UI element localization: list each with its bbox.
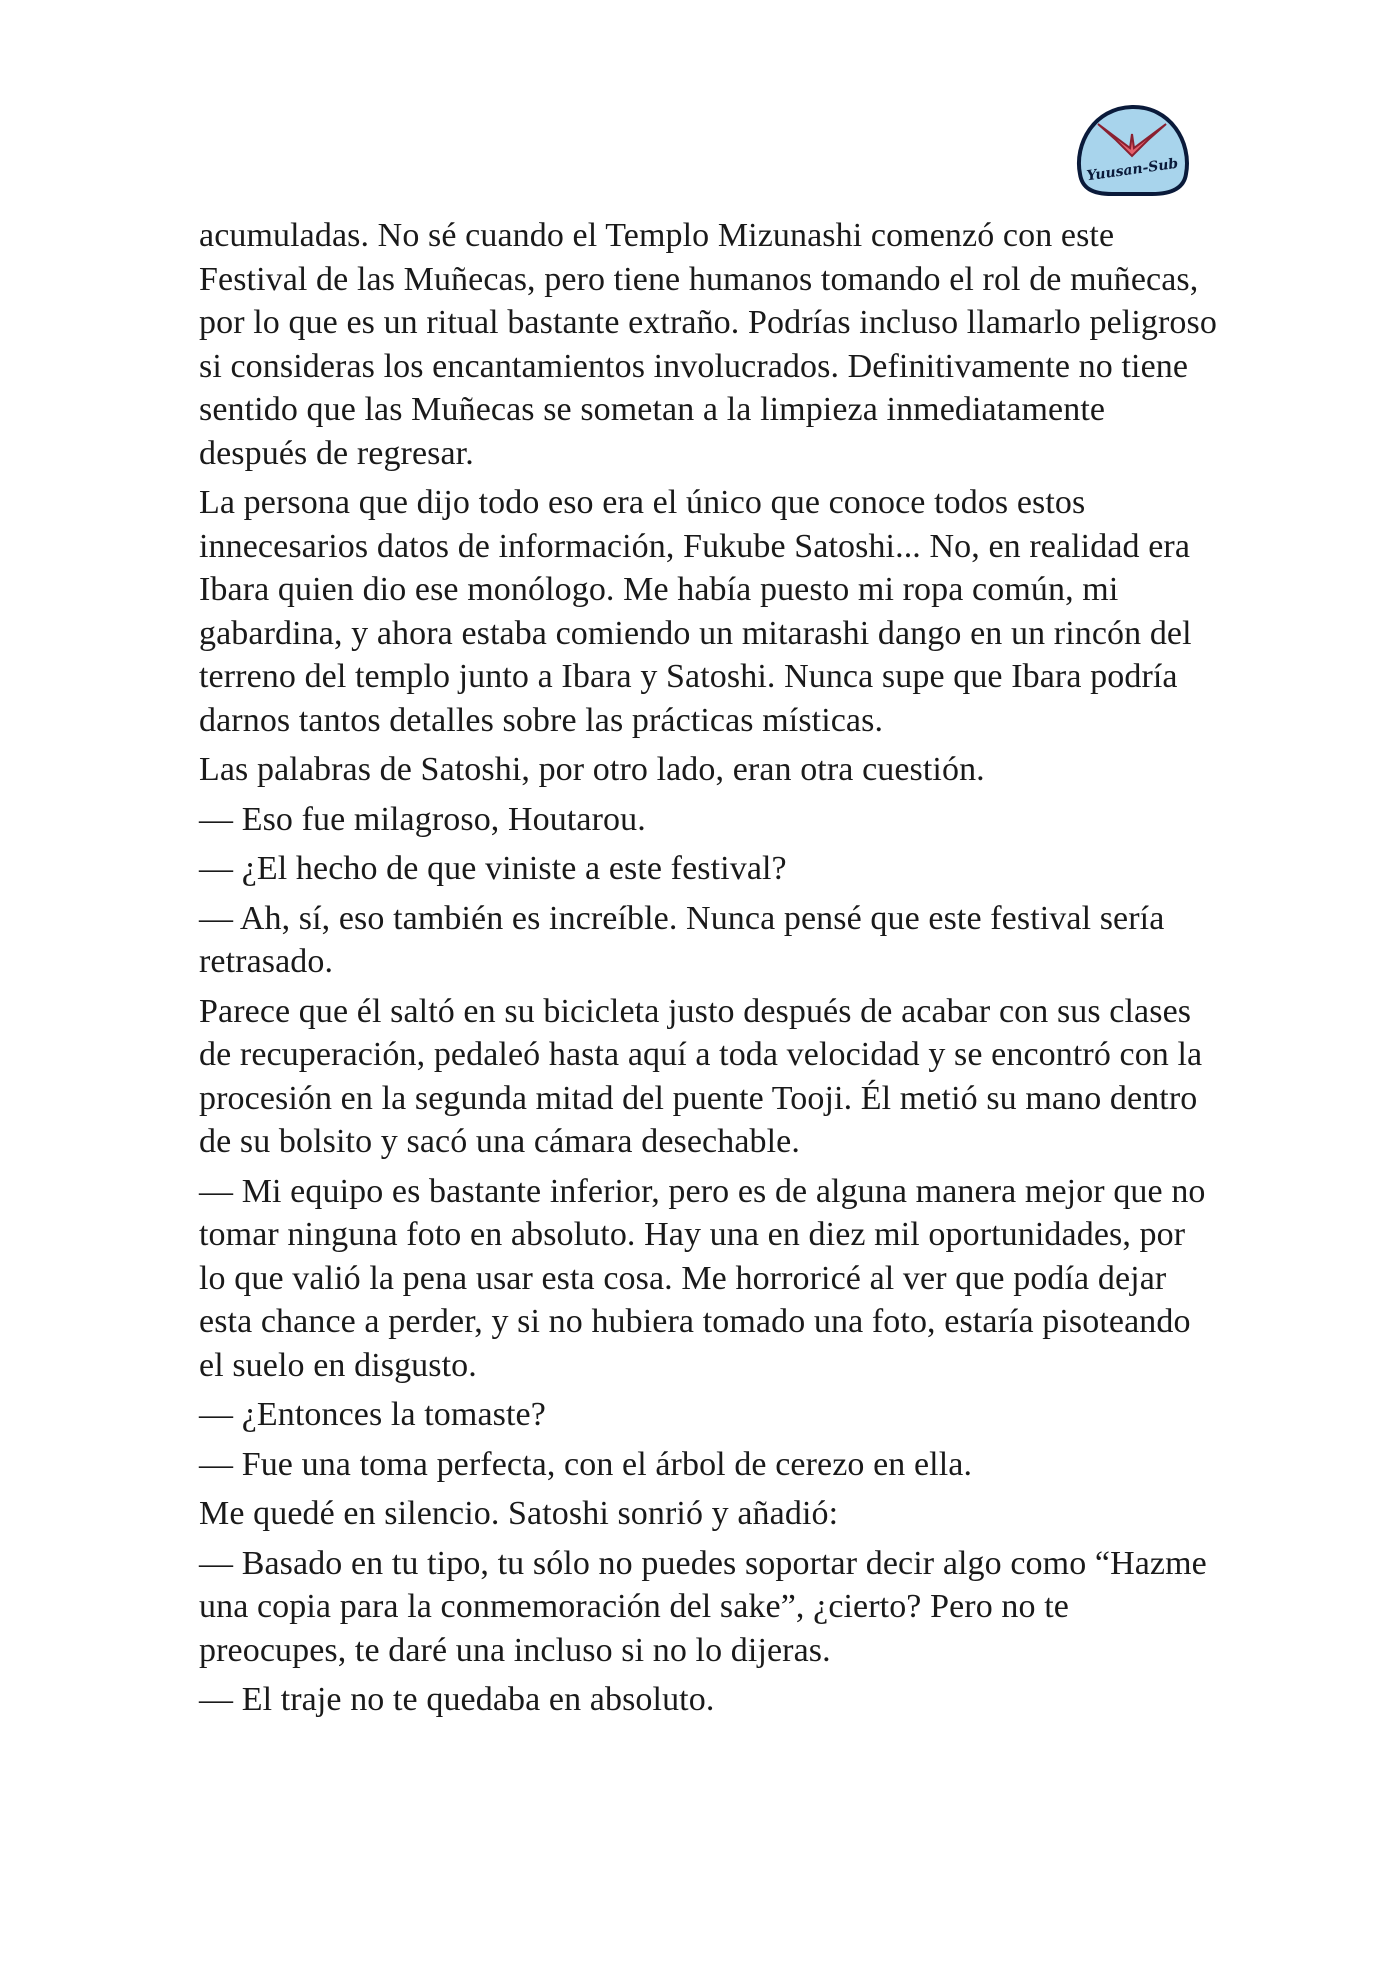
logo-text: Yuusan-Sub <box>1085 155 1180 185</box>
dialogue-line: — Mi equipo es bastante inferior, pero es de alguna manera mejor que no tomar ninguna foto en absoluto. Hay una en diez mil oportunidades, por lo que valió la pena usar esta cosa. Me horroricé al ver que podía dejar esta chance a perder, y si no hubiera tomado una foto, estaría pisoteando el suelo en disgusto. <box>199 1172 1206 1384</box>
dialogue-line: — El traje no te quedaba en absoluto. <box>199 1681 715 1718</box>
dialogue-line: — Ah, sí, eso también es increíble. Nunca pensé que este festival sería retrasado. <box>199 899 1165 980</box>
paragraph: La persona que dijo todo eso era el único que conoce todos estos innecesarios datos de información, Fukube Satoshi... No, en realidad era Ibara quien dio ese monólogo. Me había puesto mi ropa común, mi gabardina, y ahora estaba comiendo un mitarashi dango en un rincón del terreno del templo junto a Ibara y Satoshi. Nunca supe que Ibara podría darnos tantos detalles sobre las prácticas místicas. <box>199 484 1192 739</box>
dialogue-line: — Fue una toma perfecta, con el árbol de cerezo en ella. <box>199 1445 973 1483</box>
paragraph: acumuladas. No sé cuando el Templo Mizunashi comenzó con este Festival de las Muñecas, pero tiene humanos tomando el rol de muñecas, por lo que es un ritual bastante extraño. Podrías incluso llamarlo peligroso si consideras los encantamientos involucrados. Definitivamente no tiene sentido que las Muñecas se sometan a la limpieza inmediatamente después de regresar. <box>199 217 1217 472</box>
yuusan-sub-logo <box>1072 104 1194 198</box>
page-text <box>199 214 1219 1728</box>
paragraph: Me quedé en silencio. Satoshi sonrió y añadió: <box>199 1495 839 1532</box>
dialogue-line: — Eso fue milagroso, Houtarou. <box>199 800 646 838</box>
paragraph: Parece que él saltó en su bicicleta justo después de acabar con sus clases de recuperación, pedaleó hasta aquí a toda velocidad y se encontró con la procesión en la segunda mitad del puente Tooji. Él metió su mano dentro de su bolsito y sacó una cámara desechable. <box>199 992 1203 1160</box>
dialogue-line: — ¿El hecho de que viniste a este festival? <box>199 850 787 887</box>
dialogue-line: — Basado en tu tipo, tu sólo no puedes soportar decir algo como “Hazme una copia para la conmemoración del sake”, ¿cierto? Pero no te preocupes, te daré una incluso si no lo dijeras. <box>199 1544 1207 1669</box>
dialogue-line: — ¿Entonces la tomaste? <box>199 1396 546 1433</box>
paragraph: Las palabras de Satoshi, por otro lado, eran otra cuestión. <box>199 751 985 788</box>
